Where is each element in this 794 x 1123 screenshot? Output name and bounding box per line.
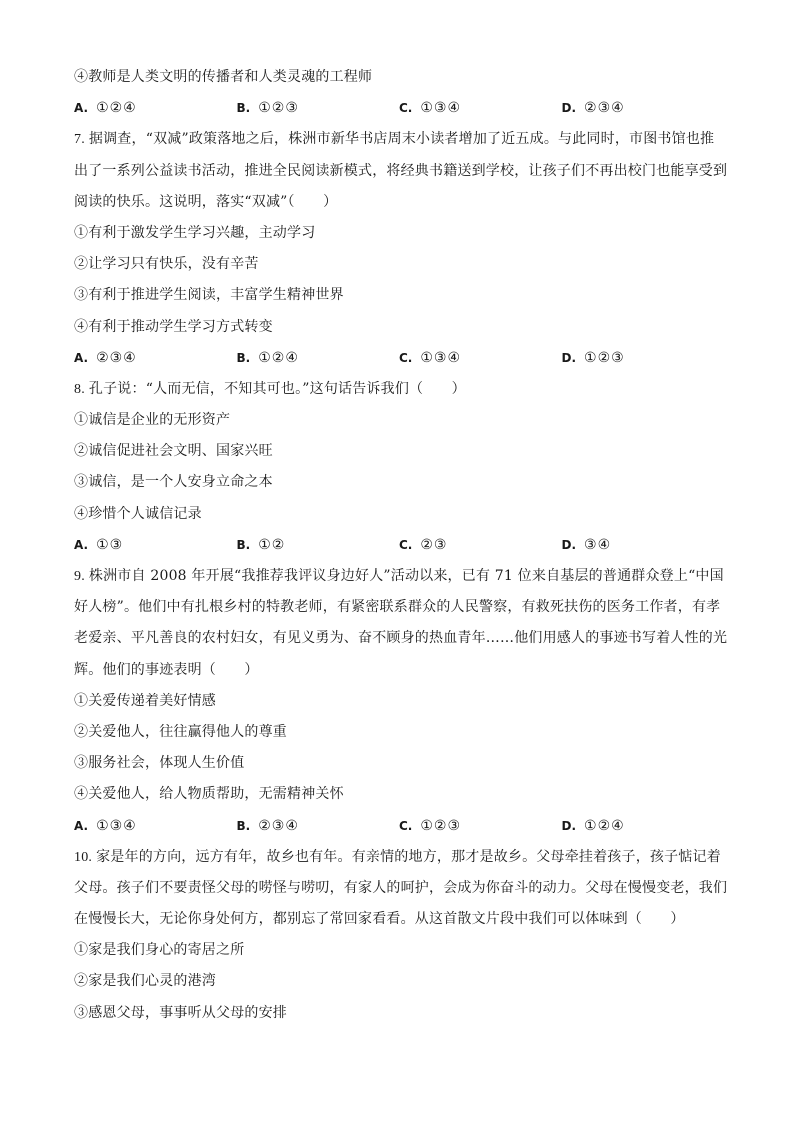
q8-option-c[interactable] [399, 530, 562, 561]
option-key: D. [561, 350, 577, 365]
option-key: B. [236, 101, 251, 116]
q9-stem-line-3: 老爱亲、平凡善良的农村妇女，有见义勇为、奋不顾身的热血青年……他们用感人的事迹书写着人性的光 [74, 630, 728, 647]
option-key: C. [399, 537, 413, 552]
q10-stem-line-1 [74, 842, 724, 873]
option-value: ②③④ [584, 100, 625, 117]
q6-option-b[interactable] [237, 93, 400, 124]
q9-stem-text: 株洲市自 2008 年开展“我推荐我评议身边好人”活动以来，已有 71 位来自基层的普通群众登上“中国 [88, 568, 724, 584]
question-number: 10. [74, 849, 93, 865]
option-key: B. [236, 818, 251, 833]
q9-options [74, 811, 724, 842]
q9-option-d[interactable] [562, 811, 725, 842]
option-value: ②③④ [258, 817, 299, 834]
q8-option-b[interactable] [237, 530, 400, 561]
question-number: 8. [74, 381, 85, 397]
option-value: ①③④ [420, 349, 462, 366]
option-key: C. [399, 101, 413, 116]
q8-statement-4: ④珍惜个人诚信记录 [74, 505, 202, 522]
q8-statement-1: ①诚信是企业的无形资产 [74, 412, 231, 429]
option-value: ③④ [584, 536, 612, 553]
option-key: C. [399, 818, 413, 833]
option-value: ②③ [420, 536, 448, 553]
option-value: ①②④ [96, 100, 137, 117]
q7-statement-3: ③有利于推进学生阅读，丰富学生精神世界 [74, 287, 344, 304]
q10-statement-3: ③感恩父母，事事听从父母的安排 [74, 1004, 287, 1021]
q9-statement-1: ①关爱传递着美好情感 [74, 692, 216, 709]
q7-statement-4: ④有利于推动学生学习方式转变 [74, 318, 273, 335]
q7-option-d[interactable] [562, 343, 725, 374]
q8-option-a[interactable] [74, 530, 237, 561]
option-key: C. [399, 350, 413, 365]
q8-stem-text: 孔子说：“人而无信，不知其可也。”这句话告诉我们（ ） [88, 380, 466, 397]
q8-statement-3: ③诚信，是一个人安身立命之本 [74, 474, 273, 491]
q6-option-c[interactable] [399, 93, 562, 124]
q9-statement-3: ③服务社会，体现人生价值 [74, 755, 245, 772]
q7-option-c[interactable] [399, 343, 562, 374]
option-value: ②③④ [96, 349, 137, 366]
q7-options [74, 343, 724, 374]
q9-option-a[interactable] [74, 811, 237, 842]
q9-option-c[interactable] [399, 811, 562, 842]
q8-stem-line-1 [74, 374, 724, 405]
option-key: D. [561, 537, 577, 552]
q10-stem-line-2: 父母。孩子们不要责怪父母的唠怪与唠叨，有家人的呵护，会成为你奋斗的动力。父母在慢慢变老，我们 [74, 879, 728, 896]
q9-statement-4: ④关爱他人，给人物质帮助，无需精神关怀 [74, 786, 344, 803]
q9-stem-line-2: 好人榜”。他们中有扎根乡村的特教老师，有紧密联系群众的人民警察，有救死扶伤的医务工作者，有孝 [74, 599, 721, 616]
q8-option-d[interactable] [562, 530, 725, 561]
option-key: A. [74, 101, 89, 116]
q9-statement-2: ②关爱他人，往往赢得他人的尊重 [74, 723, 287, 740]
option-key: A. [74, 350, 89, 365]
option-value: ①②③ [258, 100, 299, 117]
q7-option-a[interactable] [74, 343, 237, 374]
q8-options [74, 530, 724, 561]
option-value: ①③ [96, 536, 124, 553]
q10-statement-1: ①家是我们身心的寄居之所 [74, 942, 245, 959]
option-key: B. [236, 350, 251, 365]
q9-stem-line-4: 辉。他们的事迹表明（ ） [74, 661, 259, 678]
q8-statement-2: ②诚信促进社会文明、国家兴旺 [74, 443, 273, 460]
q6-statement-4: ④教师是人类文明的传播者和人类灵魂的工程师 [74, 69, 373, 85]
q10-statement-2: ②家是我们心灵的港湾 [74, 973, 216, 990]
option-value: ①②③ [584, 349, 625, 366]
option-value: ①② [258, 536, 286, 553]
question-number: 7. [74, 132, 85, 148]
q6-option-a[interactable] [74, 93, 237, 124]
q7-statement-1: ①有利于激发学生学习兴趣，主动学习 [74, 224, 316, 241]
option-value: ①②④ [258, 349, 299, 366]
option-key: A. [74, 818, 89, 833]
option-value: ①②④ [584, 817, 625, 834]
option-key: A. [74, 537, 89, 552]
option-key: B. [236, 537, 251, 552]
option-value: ①③④ [96, 817, 137, 834]
option-key: D. [561, 818, 577, 833]
q7-stem-line-1 [74, 124, 724, 155]
q6-options [74, 93, 724, 124]
q10-stem-text: 家是年的方向，远方有年，故乡也有年。有亲情的地方，那才是故乡。父母牵挂着孩子，孩子惦记着 [96, 848, 721, 865]
question-number: 9. [74, 569, 85, 584]
q7-option-b[interactable] [237, 343, 400, 374]
q6-option-d[interactable] [562, 93, 725, 124]
option-value: ①③④ [420, 100, 462, 117]
exam-page [74, 62, 728, 1029]
q7-stem-line-3: 阅读的快乐。这说明，落实“双减”（ ） [74, 193, 338, 210]
q7-stem-line-2: 出了一系列公益读书活动，推进全民阅读新模式，将经典书籍送到学校，让孩子们不再出校门也能享受到 [74, 162, 728, 179]
option-key: D. [561, 101, 577, 116]
q7-statement-2: ②让学习只有快乐，没有辛苦 [74, 256, 259, 273]
option-value: ①②③ [420, 817, 462, 834]
q7-stem-text: 据调查，“双减”政策落地之后，株洲市新华书店周末小读者增加了近五成。与此同时，市图书馆也推 [88, 131, 715, 148]
q10-stem-line-3: 在慢慢长大，无论你身处何方，都别忘了常回家看看。从这首散文片段中我们可以体味到（ ） [74, 911, 685, 928]
q9-option-b[interactable] [237, 811, 400, 842]
q9-stem-line-1 [74, 561, 724, 592]
